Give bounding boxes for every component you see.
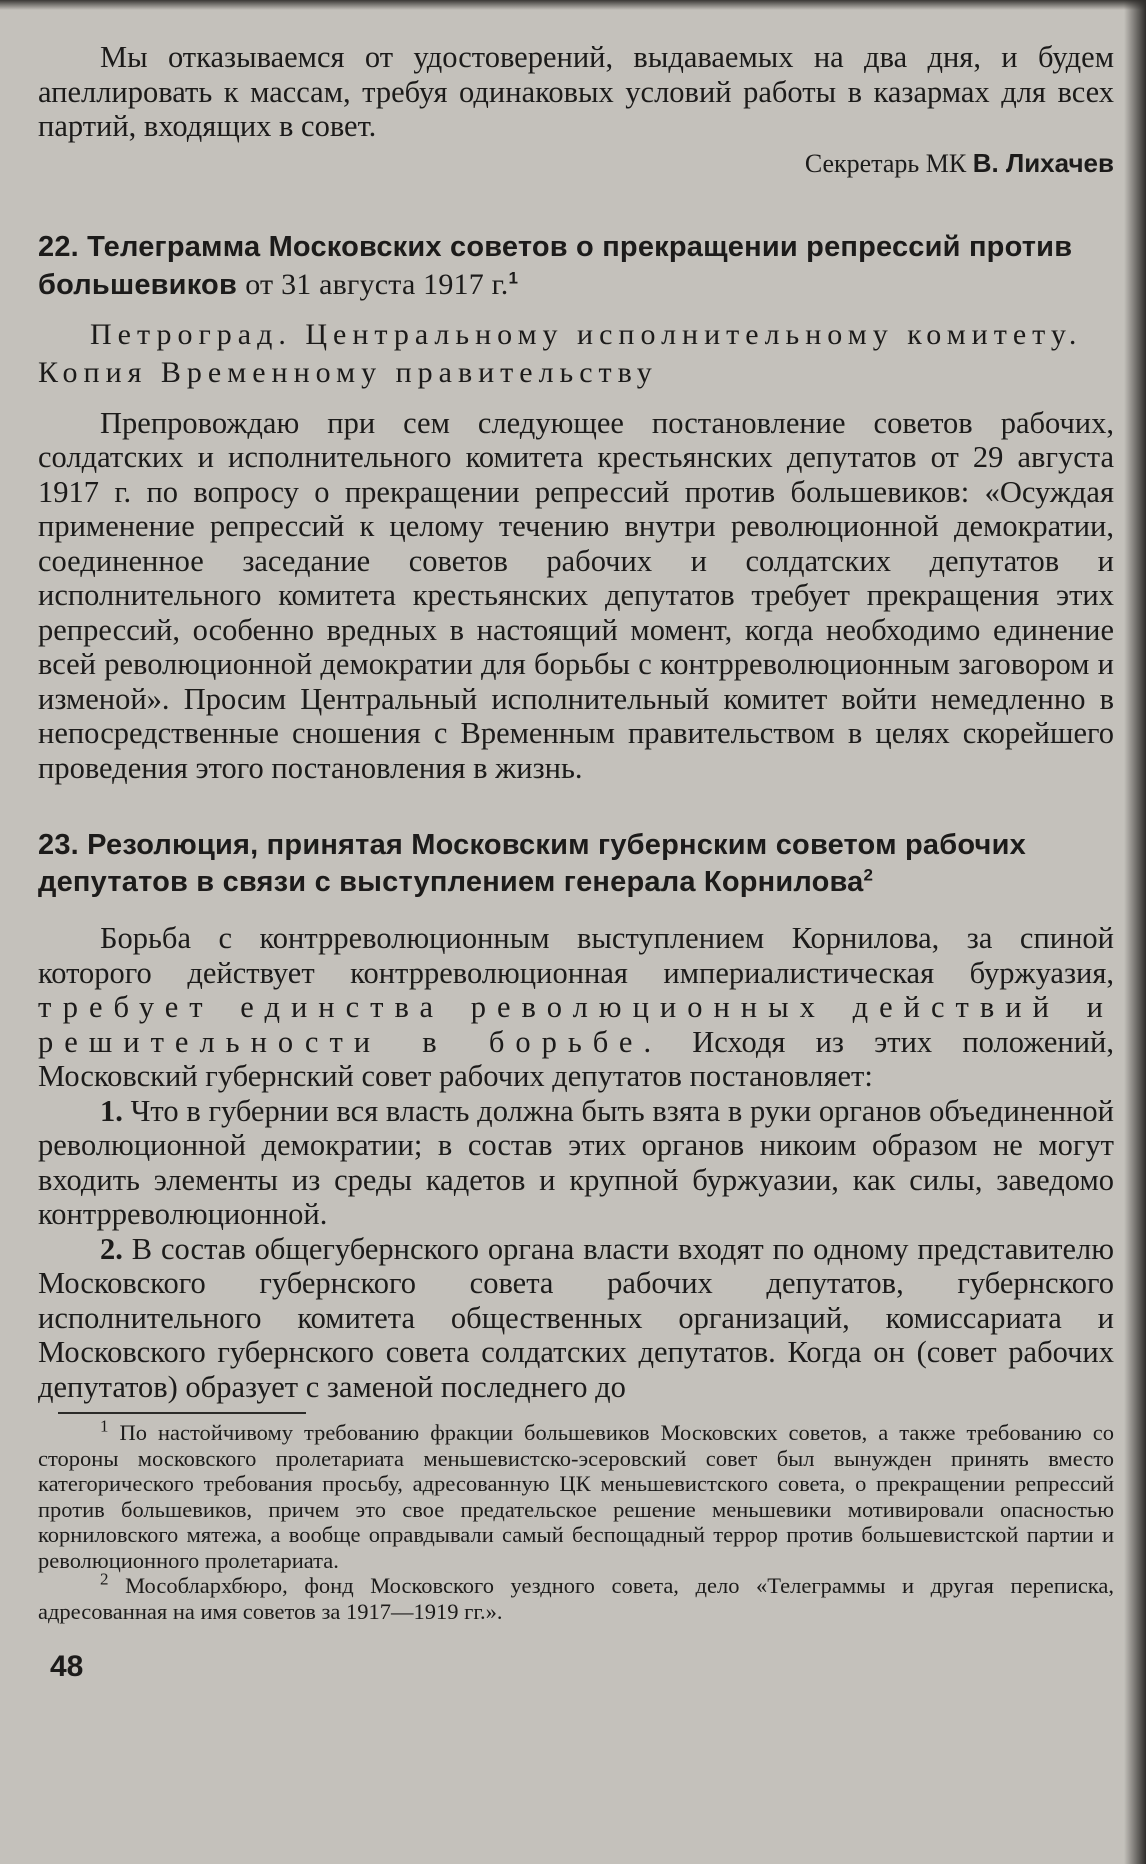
- footnote-1-mark: 1: [100, 1416, 109, 1436]
- doc23-item-2-number: 2.: [100, 1231, 123, 1266]
- footnote-2-mark: 2: [100, 1569, 109, 1589]
- page-top-shadow: [0, 0, 1146, 10]
- doc23-heading: [38, 827, 1114, 901]
- doc23-item-2-text: В состав общегубернского органа власти входят по одному представителю Московского губернского совета рабочих депутатов, губернского исполнительного комитета общественных организаций, комиссариата и Московского губернского совета солдатских депутатов. Когда он (совет рабочих депутатов) образует с заменой последнего до: [38, 1231, 1115, 1404]
- doc22-footnote-ref: 1: [508, 267, 519, 287]
- doc23-body: [38, 921, 1114, 1094]
- doc23-item-1: [38, 1094, 1114, 1232]
- footnote-2: [38, 1569, 1115, 1624]
- footnote-1-text: По настойчивому требованию фракции большевиков Московских советов, а также требованию со стороны московского пролетариата меньшевистско-эсеровский совет был вынужден принять вместо категорического требования просьбу, адресованную ЦК меньшевистского совета, о прекращении репрессий против большевиков, причем это свое предательское решение меньшевики мотивировали опасностью корниловского мятежа, а вообще оправдывали самый беспощадный террор против большевистской партии и революционного пролетариата.: [38, 1420, 1115, 1573]
- intro-paragraph: Мы отказываемся от удостоверений, выдаваемых на два дня, и будем апеллировать к массам, требуя одинаковых условий работы в казармах для всех партий, входящих в совет.: [38, 40, 1114, 143]
- page-number: 48: [50, 1650, 84, 1683]
- footnote-divider: [58, 1412, 306, 1414]
- doc22-body: Препровождаю при сем следующее постановление советов рабочих, солдатских и исполнительного комитета крестьянских депутатов от 29 августа 1917 г. по вопросу о прекращении репрессий против большевиков: «Осуждая применение репрессий к целому течению внутри революционной демократии, соединенное заседание советов рабочих и солдатских депутатов и исполнительного комитета крестьянских депутатов требует прекращения этих репрессий, особенно вредных в настоящий момент, когда необходимо единение всей революционной демократии для борьбы с контрреволюционным заговором и изменой». Просим Центральный исполнительный комитет войти немедленно в непосредственные сношения с Временным правительством в целях скорейшего проведения этого постановления в жизнь.: [38, 405, 1114, 785]
- doc22-heading-date: от 31 августа 1917 г.: [245, 267, 509, 301]
- doc22-heading: [38, 229, 1114, 304]
- doc23-body-start: Борьба с контрреволюционным выступлением Корнилова, за спиной которого действует контрреволюционная империалистическая буржуазия,: [38, 921, 1114, 990]
- signature-role: Секретарь МК: [804, 148, 967, 178]
- doc22-heading-text: 22. Телеграмма Московских советов о прекращении репрессий против большевиков: [38, 230, 1073, 301]
- doc23-heading-text: 23. Резолюция, принятая Московским губернским советом рабочих депутатов в связи с выступлением генерала Корнилова: [38, 829, 1026, 898]
- signature-name: В. Лихачев: [972, 147, 1114, 178]
- page-right-shadow: [1124, 0, 1146, 1864]
- doc23-item-2: [38, 1232, 1114, 1405]
- doc23-footnote-ref: 2: [863, 865, 874, 885]
- doc23-body-spaced: требует единства революционных действий и решительности в борьбе.: [38, 990, 1114, 1059]
- doc22-address: Петроград. Центральному исполнительному комитету. Копия Временному правительству: [38, 317, 1083, 389]
- doc23-body-end: Исходя из этих положений, Московский губернский совет рабочих депутатов постановляет:: [38, 1024, 1115, 1093]
- footnote-2-text: Мособлархбюро, фонд Московского уездного совета, дело «Телеграммы и другая переписка, адресованная на имя советов за 1917—1919 гг.».: [38, 1573, 1115, 1624]
- signature: [38, 146, 1114, 181]
- doc23-item-1-text: Что в губернии вся власть должна быть взята в руки органов объединенной революционной демократии; в состав этих органов никоим образом не могут входить элементы из среды кадетов и крупной буржуазии, как силы, заведомо контрреволюционной.: [38, 1093, 1114, 1231]
- footnote-1: [38, 1416, 1115, 1573]
- doc23-item-1-number: 1.: [100, 1093, 123, 1128]
